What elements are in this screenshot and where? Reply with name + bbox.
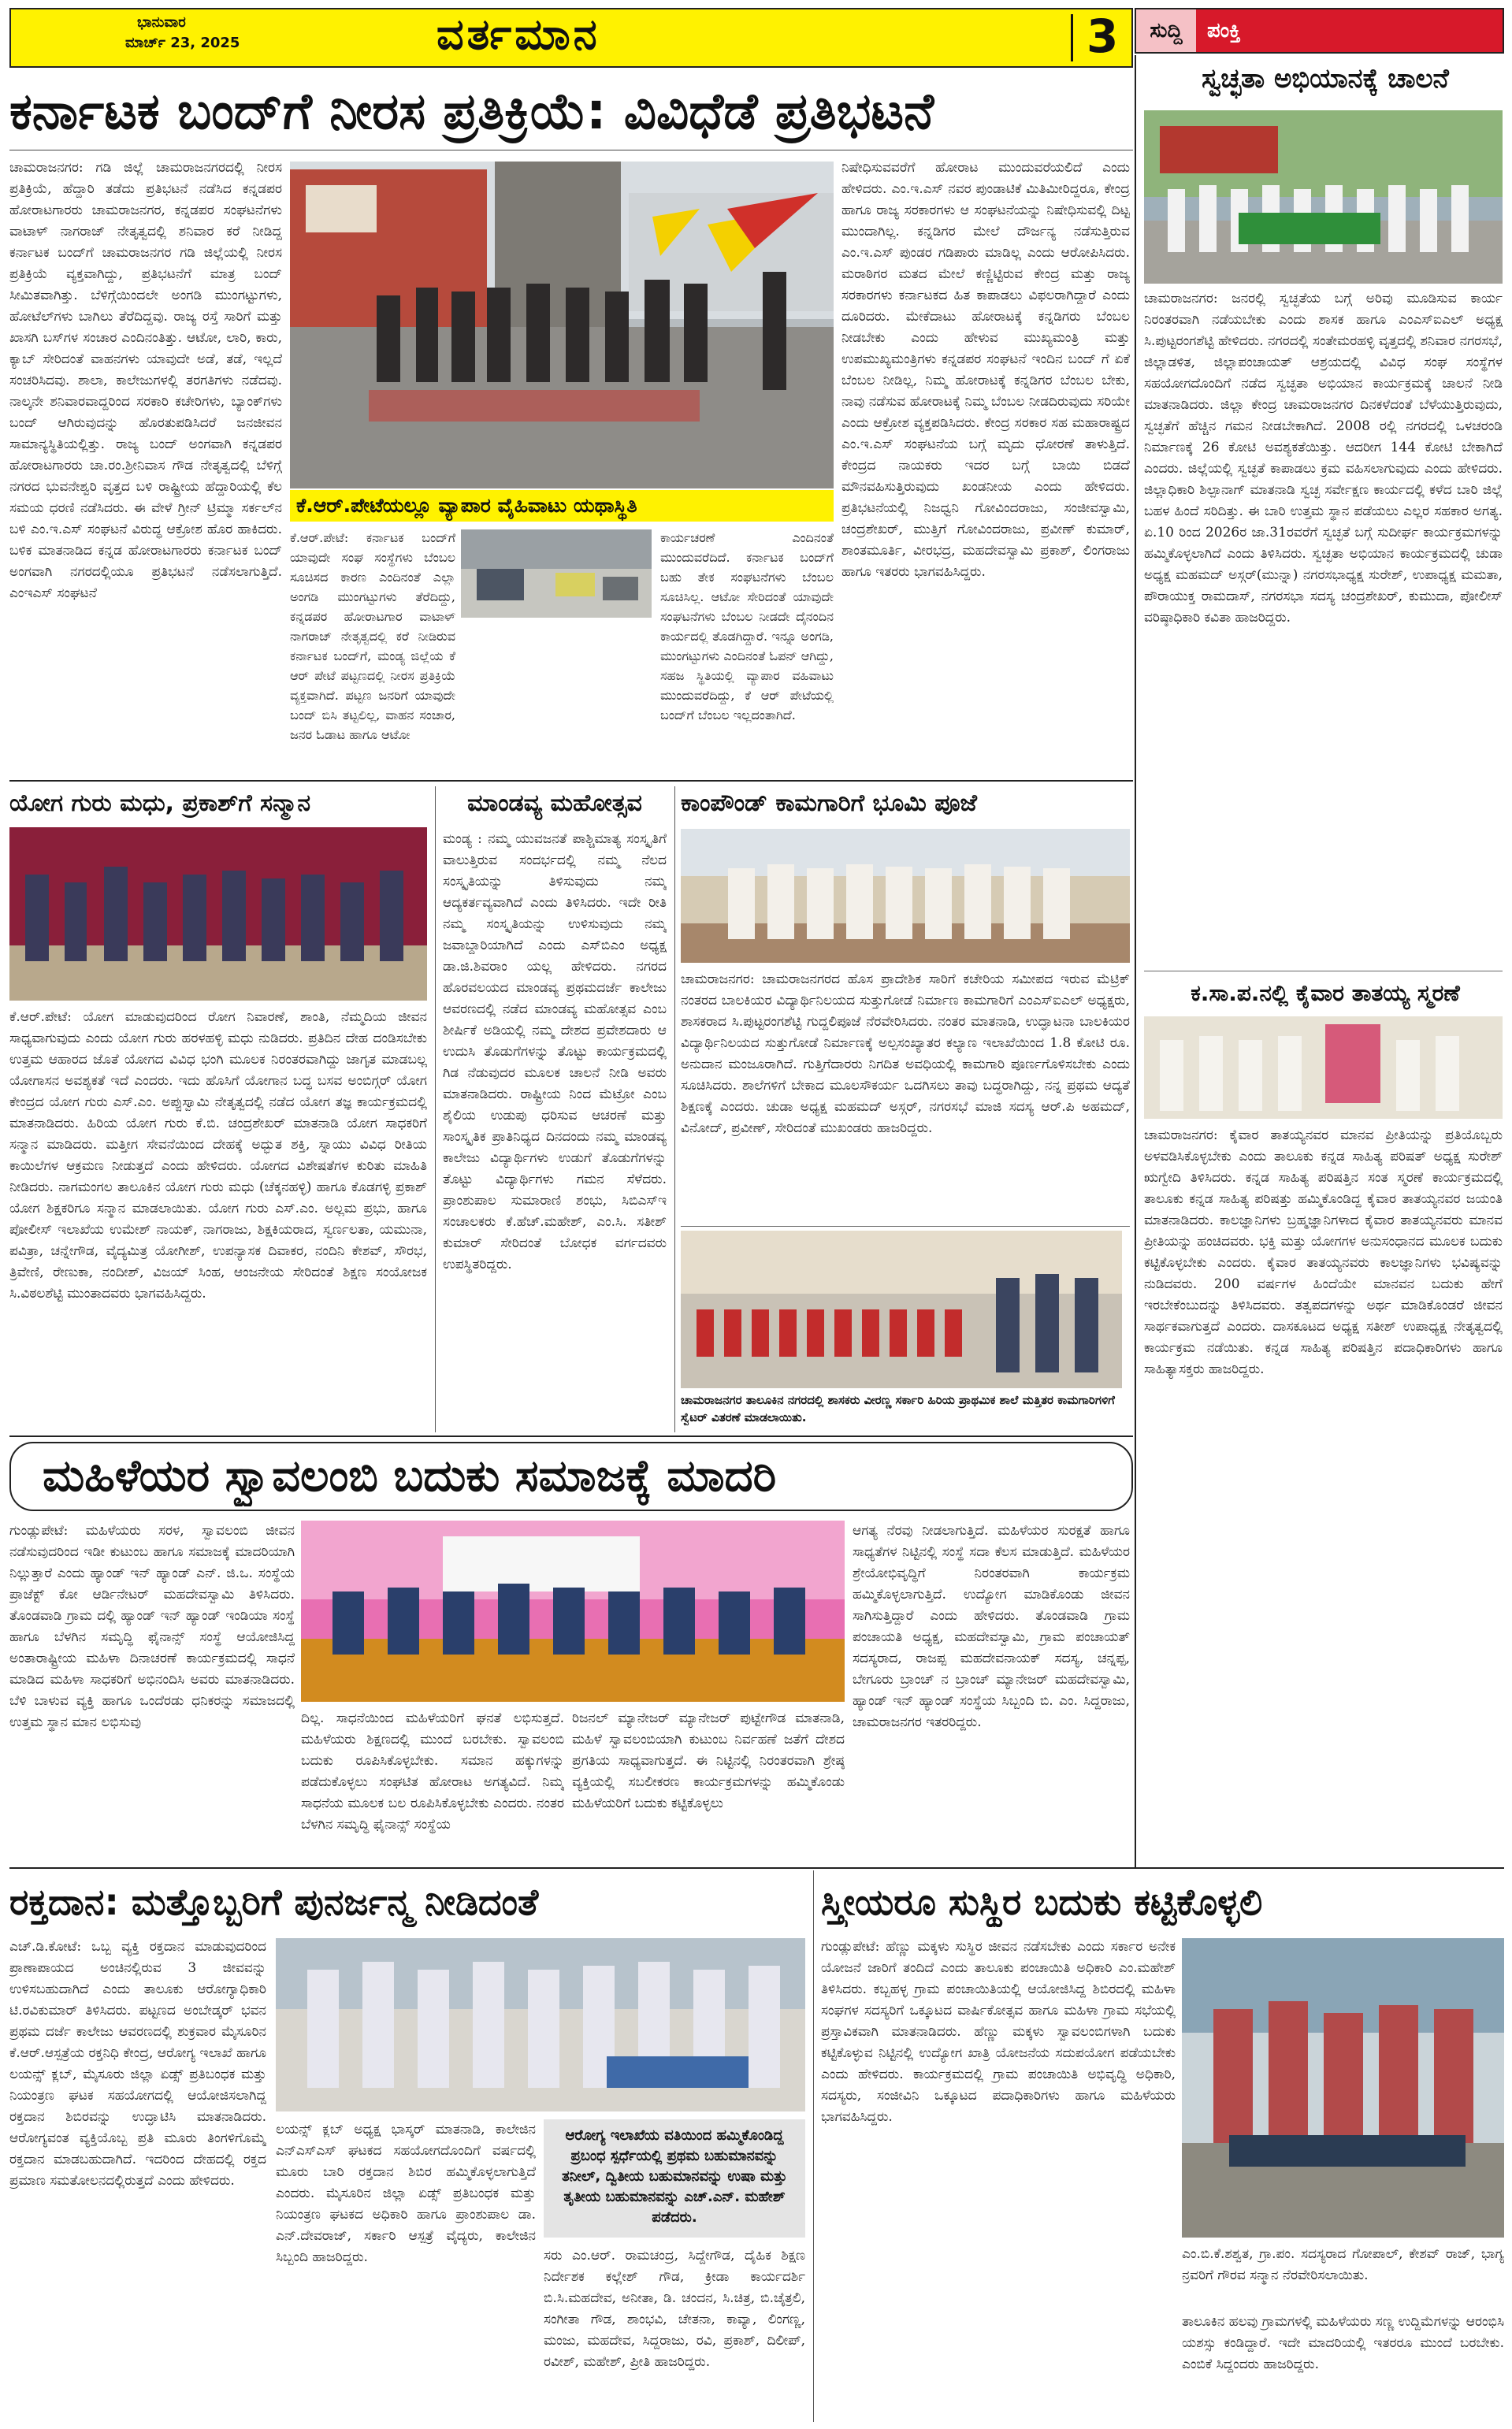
swachhata-headline: ಸ್ವಚ್ಛತಾ ಅಭಿಯಾನಕ್ಕೆ ಚಾಲನೆ [1202, 63, 1449, 95]
blood-photo [276, 1938, 805, 2111]
mandavya-body: ಮಂಡ್ಯ : ನಮ್ಮ ಯುವಜನತೆ ಪಾಶ್ಚಿಮಾತ್ಯ ಸಂಸ್ಕೃತಿಗೆ ವಾಲುತ್ತಿರುವ ಸಂದರ್ಭದಲ್ಲಿ ನಮ್ಮ ನೆಲದ ಸಂಸ್ಕೃತಿಯನ್ನು ತಿಳಿಸುವುದು ನಮ್ಮ ಆದ್ಯಕರ್ತವ್ಯವಾಗಿದೆ ಎಂದು ತಿಳಿಸಿದರು. ಇದೇ ರೀತಿ ನಮ್ಮ ಸಂಸ್ಕೃತಿಯನ್ನು ಉಳಿಸುವುದು ನಮ್ಮ ಜವಾಬ್ದಾರಿಯಾಗಿದೆ ಎಂದು ಎಸ್‌ಬಿಎಂ ಅಧ್ಯಕ್ಷ ಡಾ.ಜಿ.ಶಿವರಾಂ ಯಲ್ಲ ಹೇಳಿದರು. ನಗರದ ಹೊರವಲಯದ ಮಾಂಡವ್ಯ ಪ್ರಥಮದರ್ಜೆ ಕಾಲೇಜು ಆವರಣದಲ್ಲಿ ನಡೆದ ಮಾಂಡವ್ಯ ಮಹೋತ್ಸವ ಎಂಬ ಶೀರ್ಷಿಕೆ ಅಡಿಯಲ್ಲಿ ನಮ್ಮ ದೇಶದ ಪ್ರವೇಶದಾರು ಆ ಉದುಸಿ ತೊಡುಗೆಗಳನ್ನು ತೊಟ್ಟು ಕಾರ್ಯಕ್ರಮದಲ್ಲಿ ಗಿಡ ನೆಡುವುದರ ಮೂಲಕ ಚಾಲನೆ ನೀಡಿ ಅವರು ಮಾತನಾಡಿದರು. ರಾಷ್ಟ್ರೀಯ ನಿಂದ ಮೆಟ್ರೋ ಎಂಬ ಶೈಲಿಯ ಉಡುಪು ಧರಿಸುವ ಆಚರಣೆ ಮತ್ತು ಸಾಂಸ್ಕೃತಿಕ ಪ್ರಾತಿನಿಧ್ಯದ ದಿನದಂದು ನಮ್ಮ ಮಾಂಡವ್ಯ ಕಾಲೇಜು ವಿದ್ಯಾರ್ಥಿಗಳು ಉಡುಗೆ ತೊಡುಗೆಗಳನ್ನು ತೊಟ್ಟು ವಿದ್ಯಾರ್ಥಿಗಳು ಗಮನ ಸೆಳೆದರು. ಪ್ರಾಂಶುಪಾಲ ಸುಮಾರಾಣಿ ಶಂಭು, ಸಿಬಿಎಸ್‌ಇ ಸಂಚಾಲಕರು ಕೆ.ಹೆಚ್.ಮಹೇಶ್, ಎಂ.ಸಿ. ಸತೀಶ್ ಕುಮಾರ್ ಸೇರಿದಂತೆ ಬೋಧಕ ವರ್ಗದವರು ಉಪಸ್ಥಿತರಿದ್ದರು. [443, 831, 667, 1272]
compound-divider [681, 1226, 1130, 1227]
yoga-divider [435, 786, 436, 1432]
lead-col3: ಕಾರ್ಯಚರಣೆ ಎಂದಿನಂತೆ ಮುಂದುವರೆದಿದೆ. ಕರ್ನಾಟಕ ಬಂದ್‌ಗೆ ಬಹು ತೇಕ ಸಂಘಟನೆಗಳು ಬೆಂಬಲ ಸೂಚಿಸಿಲ್ಲ. ಆಟೋ ಸೇರಿದಂತೆ ಯಾವುದೇ ಸಂಘಟನೆಗಳು ಬೆಂಬಲ ನೀಡದೇ ದೈನಂದಿನ ಕಾರ್ಯದಲ್ಲಿ ತೊಡಗಿದ್ದಾರೆ. ಇನ್ನೂ ಅಂಗಡಿ, ಮುಂಗಟ್ಟುಗಳು ಎಂದಿನಂತೆ ಓಪನ್ ಆಗಿದ್ದು, ಸಹಜ ಸ್ಥಿತಿಯಲ್ಲಿ ವ್ಯಾಪಾರ ವಹಿವಾಟು ಮುಂದುವರೆದಿದ್ದು, ಕೆ ಆರ್ ಪೇಟೆಯಲ್ಲಿ ಬಂದ್‌ಗೆ ಬೆಂಬಲ ಇಲ್ಲದಂತಾಗಿದೆ. [660, 530, 834, 722]
blood-col3: ಸರು ಎಂ.ಆರ್. ರಾಮಚಂದ್ರ, ಸಿದ್ದೇಗೌಡ, ದೈಹಿಕ ಶಿಕ್ಷಣ ನಿರ್ದೇಶಕ ಕಲ್ಲೇಶ್ ಗೌಡ, ಕ್ರೀಡಾ ಕಾರ್ಯದರ್ಶಿ ಬಿ.ಸಿ.ಮಹದೇವ, ಅನೀತಾ, ಡಿ. ಚಂದನ, ಸಿ.ಚಿತ್ರ, ಬಿ.ಚೈತ್ರಲಿ, ಸಂಗೀತಾ ಗೌಡ, ಶಾಂಭವಿ, ಚೇತನಾ, ಕಾವ್ಯಾ, ಲಿಂಗಣ್ಣ, ಮಂಜು, ಮಹದೇವ, ಸಿದ್ದರಾಜು, ರವಿ, ಪ್ರಕಾಶ್, ದಿಲೀಪ್, ರವೀಶ್, ಮಹೇಶ್, ಪ್ರೀತಿ ಹಾಜರಿದ್ದರು. [544, 2248, 805, 2370]
section-tag [1135, 8, 1504, 54]
sidebar-divider [1135, 55, 1136, 1867]
lead-photo-caption: ಕೆ.ಆರ್.ಪೇಟೆಯಲ್ಲೂ ವ್ಯಾಪಾರ ವೈಹಿವಾಟು ಯಥಾಸ್ಥಿತಿ [290, 490, 834, 522]
swachhata-photo [1144, 110, 1503, 284]
lead-headline: ಕರ್ನಾಟಕ ಬಂದ್‌ಗೆ ನೀರಸ ಪ್ರತಿಕ್ರಿಯೆ: ವಿವಿಧೆಡೆ ಪ್ರತಿಭಟನೆ [9, 83, 934, 141]
women-col1: ಗುಂಡ್ಲುಪೇಟೆ: ಮಹಿಳೆಯರು ಸರಳ, ಸ್ವಾವಲಂಬಿ ಜೀವನ ನಡೆಸುವುದರಿಂದ ಇಡೀ ಕುಟುಂಬ ಹಾಗೂ ಸಮಾಜಕ್ಕೆ ಮಾದರಿಯಾಗಿ ನಿಲ್ಲುತ್ತಾರೆ ಎಂದು ಹ್ಯಾಂಡ್ ಇನ್ ಹ್ಯಾಂಡ್ ಎನ್. ಜಿ.ಒ. ಸಂಸ್ಥೆಯ ಪ್ರಾಜೆಕ್ಟ್ ಕೋ ಆರ್ಡಿನೇಟರ್ ಮಹದೇವಸ್ವಾಮಿ ತಿಳಿಸಿದರು. ತೊಂಡವಾಡಿ ಗ್ರಾಮ ದಲ್ಲಿ ಹ್ಯಾಂಡ್ ಇನ್ ಹ್ಯಾಂಡ್ ಇಂಡಿಯಾ ಸಂಸ್ಥೆ ಹಾಗೂ ಬೆಳಗಿನ ಸಮೃದ್ಧಿ ಫೈನಾನ್ಸ್ ಸಂಸ್ಥೆ ಆಯೋಜಿಸಿದ್ದ ಅಂತಾರಾಷ್ಟ್ರೀಯ ಮಹಿಳಾ ದಿನಾಚರಣೆ ಕಾರ್ಯಕ್ರಮದಲ್ಲಿ ಸಾಧನೆ ಮಾಡಿದ ಮಹಿಳಾ ಸಾಧಕರಿಗೆ ಅಭಿನಂದಿಸಿ ಅವರು ಮಾತನಾಡಿದರು. ಬೆಳಿ ಬಾಳುವ ವ್ಯಕ್ತಿ ಹಾಗೂ ಒಂದೆರಡು ಧನಿಕರನ್ನು ಸಮಾಜದಲ್ಲಿ ಉತ್ತಮ ಸ್ಥಾನ ಮಾನ ಲಭಿಸುವು [9, 1523, 295, 1730]
yoga-body: ಕೆ.ಆರ್.ಪೇಟೆ: ಯೋಗ ಮಾಡುವುದರಿಂದ ರೋಗ ನಿವಾರಣೆ, ಶಾಂತಿ, ನೆಮ್ಮದಿಯ ಜೀವನ ಸಾಧ್ಯವಾಗುವುದು ಎಂದು ಯೋಗ ಗುರು ಹರಳಹಳ್ಳಿ ಮಧು ನುಡಿದರು. ಪ್ರತಿದಿನ ದೇಹ ದಂಡಿಸಬೇಕು ಉತ್ತಮ ಆಹಾರದ ಜೊತೆ ಯೋಗದ ವಿವಿಧ ಭಂಗಿ ಮೂಲಕ ನಿರಂತರವಾಗಿದ್ದು ಜಾಗೃತ ಮಾಡಬಲ್ಲ ಯೋಗಾಸನ ಅವಶ್ಯಕತೆ ಇದೆ ಎಂದರು. ಇದು ಹೊಸಿಗೆ ಯೋಗಾನ ಬದ್ಧ ಬಸವ ಅಂಬಿಗ್ಗರ್ ಯೋಗ ಕೇಂದ್ರದ ಯೋಗ ಗುರು ಎಸ್.ಎಂ. ಅಪ್ಪುಸ್ವಾಮಿ ನೇತೃತ್ವದಲ್ಲಿ ನಡೆದ ಯೋಗ ತಜ್ಞ ಕಾರ್ಯಕ್ರಮದಲ್ಲಿ ಮಾತನಾಡಿದರು. ಹಿರಿಯ ಯೋಗ ಗುರು ಕೆ.ಬಿ. ಚಂದ್ರಶೇಖರ್ ಮಾತನಾಡಿ ಯೋಗ ಸಾಧಕರಿಗೆ ಸನ್ಮಾನ ಮಾಡಿದರು. ಮತ್ತೀಗ ಸೇವನೆಯಿಂದ ದೇಹಕ್ಕೆ ಅದ್ಭುತ ಶಕ್ತಿ, ಸ್ನಾಯು ವಿವಿಧ ರೀತಿಯ ಕಾಯಿಲೆಗಳ ಆಕ್ರಮಣ ನೀಡುತ್ತದೆ ಎಂದು ಹೇಳಿದರು. ಯೋಗದ ವಿಶೇಷತೆಗಳ ಕುರಿತು ಮಾಹಿತಿ ನೀಡಿದರು. ನಾಗಮಂಗಲ ತಾಲೂಕಿನ ಯೋಗ ಗುರು ಮಧು (ಚೆಕ್ಕನಹಳ್ಳಿ) ಹಾಗೂ ಕೊಡಗಳ್ಳಿ ಪ್ರಕಾಶ್ ಯೋಗ ಶಿಕ್ಷಕರಿಗೂ ಸನ್ಮಾನ ಮಾಡಲಾಯಿತು. ಯೋಗ ಗುರು ಎಸ್.ಎಂ. ಅಲ್ಲಮ ಪ್ರಭು, ಹಾಗೂ ಪೋಲೀಸ್ ಇಲಾಖೆಯ ಉಮೇಶ್ ನಾಯಕ್, ನಾಗರಾಜು, ಶಿಕ್ಷಕಿಯರಾದ, ಸ್ವರ್ಣಲತಾ, ಯಮುನಾ, ಪವಿತ್ರಾ, ಚನ್ನೇಗೌಡ, ವೈದ್ಯಮಿತ್ರ ಯೋಗೀಶ್, ಉಪನ್ಯಾಸಕ ದಿವಾಕರ, ನಂದಿನಿ ಕೇಶವ್, ಸೌರಭ, ತ್ರಿವೇಣಿ, ರೇಣುಕಾ, ನಂದೀಶ್, ವಿಜಯ್ ಸಿಂಹ, ಆಂಜನೇಯ ಸೇರಿದಂತೆ ಶಿಕ್ಷಣ ಸಂಯೋಜಕ ಸಿ.ವಿಠಲಶೆಟ್ಟಿ ಮುಂತಾದವರು ಭಾಗವಹಿಸಿದ್ದರು. [9, 1009, 427, 1302]
blood-headline: ರಕ್ತದಾನ: ಮತ್ತೊಬ್ಬರಿಗೆ ಪುನರ್ಜನ್ಮ ನೀಡಿದಂತೆ [9, 1881, 539, 1923]
compound-photo [681, 829, 1130, 963]
compound-photo-school [681, 1231, 1122, 1388]
masthead [9, 8, 1133, 68]
yoga-photo [9, 827, 427, 1001]
women-col2: ದಿಲ್ಲ. ಸಾಧನೆಯಿಂದ ಮಹಿಳೆಯರಿಗೆ ಘನತೆ ಲಭಿಸುತ್ತದೆ. ಮಹಿಳೆಯರು ಶಿಕ್ಷಣದಲ್ಲಿ ಮುಂದೆ ಬರಬೇಕು. ಸ್ವಾವಲಂಬಿ ಬದುಕು ರೂಪಿಸಿಕೊಳ್ಳಬೇಕು. ಸಮಾನ ಹಕ್ಕುಗಳನ್ನು ಪಡೆದುಕೊಳ್ಳಲು ಸಂಘಟಿತ ಹೋರಾಟ ಅಗತ್ಯವಿದೆ. ನಿಮ್ಮ ಸಾಧನೆಯ ಮೂಲಕ ಬಲ ರೂಪಿಸಿಕೊಳ್ಳಬೇಕು ಎಂದರು. ನಂತರ ಬೆಳಗಿನ ಸಮೃದ್ಧಿ ಫೈನಾನ್ಸ್ ಸಂಸ್ಥೆಯ [301, 1710, 564, 1833]
stree-col1: ಗುಂಡ್ಲುಪೇಟೆ: ಹೆಣ್ಣು ಮಕ್ಕಳು ಸುಸ್ಥಿರ ಜೀವನ ನಡೆಸಬೇಕು ಎಂದು ಸರ್ಕಾರ ಅನೇಕ ಯೋಜನೆ ಜಾರಿಗೆ ತಂದಿದೆ ಎಂದು ತಾಲೂಕು ಪಂಚಾಯಿತಿ ಅಧಿಕಾರಿ ಎಂ.ಮಹೇಶ್ ತಿಳಿಸಿದರು. ಕಬ್ಬಹಳ್ಳ ಗ್ರಾಮ ಪಂಚಾಯಿತಿಯಲ್ಲಿ ಆಯೋಜಿಸಿದ್ದ ಶಿಬಿರದಲ್ಲಿ ಮಹಿಳಾ ಸಂಘಗಳ ಸದಸ್ಯರಿಗೆ ಒಕ್ಕೂಟದ ವಾರ್ಷಿಕೋತ್ಸವ ಹಾಗೂ ಮಹಿಳಾ ಗ್ರಾಮ ಸಭೆಯಲ್ಲಿ ಪ್ರಸ್ತಾವಿಕವಾಗಿ ಮಾತನಾಡಿದರು. ಹೆಣ್ಣು ಮಕ್ಕಳು ಸ್ವಾವಲಂಬಿಗಳಾಗಿ ಬದುಕು ಕಟ್ಟಿಕೊಳ್ಳುವ ನಿಟ್ಟಿನಲ್ಲಿ ಉದ್ಯೋಗ ಖಾತ್ರಿ ಯೋಜನೆಯ ಸದುಪಯೋಗ ಪಡೆಯಬೇಕು ಎಂದು ಹೇಳಿದರು. ಕಾರ್ಯಕ್ರಮದಲ್ಲಿ ಗ್ರಾಮ ಪಂಚಾಯಿತಿ ಅಭಿವೃದ್ಧಿ ಅಧಿಕಾರಿ, ಸದಸ್ಯರು, ಸಂಜೀವಿನಿ ಒಕ್ಕೂಟದ ಪದಾಧಿಕಾರಿಗಳು ಹಾಗೂ ಮಹಿಳೆಯರು ಭಾಗವಹಿಸಿದ್ದರು. [821, 1939, 1176, 2125]
swachhata-body: ಚಾಮರಾಜನಗರ: ಜನರಲ್ಲಿ ಸ್ವಚ್ಛತೆಯ ಬಗ್ಗೆ ಅರಿವು ಮೂಡಿಸುವ ಕಾರ್ಯ ನಿರಂತರವಾಗಿ ನಡೆಯಬೇಕು ಎಂದು ಶಾಸಕ ಹಾಗೂ ಎಂಎಸ್‌ಐಎಲ್ ಅಧ್ಯಕ್ಷ ಸಿ.ಪುಟ್ಟರಂಗಶೆಟ್ಟಿ ಹೇಳಿದರು. ನಗರದಲ್ಲಿ ಸಂತೇಮರಹಳ್ಳಿ ವೃತ್ತದಲ್ಲಿ ಶನಿವಾರ ನಗರಸಭೆ, ಜಿಲ್ಲಾಡಳಿತ, ಜಿಲ್ಲಾಪಂಚಾಯತ್ ಆಶ್ರಯದಲ್ಲಿ ವಿವಿಧ ಸಂಘ ಸಂಸ್ಥೆಗಳ ಸಹಯೋಗದೊಂದಿಗೆ ನಡೆದ ಸ್ವಚ್ಛತಾ ಅಭಿಯಾನ ಕಾರ್ಯಕ್ರಮಕ್ಕೆ ಚಾಲನೆ ನೀಡಿ ಮಾತನಾಡಿದರು. ಜಿಲ್ಲಾ ಕೇಂದ್ರ ಚಾಮರಾಜನಗರ ದಿನಕಳೆದಂತೆ ಬೆಳೆಯುತ್ತಿರುವುದು, ಸ್ವಚ್ಛತೆಗೆ ಹೆಚ್ಚಿನ ಗಮನ ನೀಡಬೇಕಾಗಿದೆ. 2008 ರಲ್ಲಿ ನಗರದಲ್ಲಿ ಒಳಚರಂಡಿ ನಿರ್ಮಾಣಕ್ಕೆ 26 ಕೋಟಿ ಅವಶ್ಯಕತೆಯಿತ್ತು. ಆದರೀಗ 144 ಕೋಟಿ ಬೇಕಾಗಿದೆ ಎಂದರು. ಜಿಲ್ಲೆಯಲ್ಲಿ ಸ್ವಚ್ಛತೆ ಕಾಪಾಡಲು ಕ್ರಮ ವಹಿಸಲಾಗುವುದು ಎಂದು ಹೇಳಿದರು. ಜಿಲ್ಲಾಧಿಕಾರಿ ಶಿಲ್ಪಾನಾಗ್ ಮಾತನಾಡಿ ಸ್ವಚ್ಛ ಸರ್ವೇಕ್ಷಣ ಕಾರ್ಯದಲ್ಲಿ ಕಳೆದ ಬಾರಿ ಜಿಲ್ಲೆ ಬಹಳ ಹಿಂದೆ ಸರಿದಿತ್ತು. ಈ ಬಾರಿ ಉತ್ತಮ ಸ್ಥಾನ ಪಡೆಯಲು ಎಲ್ಲರ ಸಹಕಾರ ಅಗತ್ಯ. ಏ.10 ರಿಂದ 2026ರ ಜಾ.31ರವರೆಗೆ ಸ್ವಚ್ಛತೆ ಬಗ್ಗೆ ಸುದೀರ್ಘ ಕಾರ್ಯಕ್ರಮಗಳನ್ನು ಹಮ್ಮಿಕೊಳ್ಳಲಾಗಿದೆ ಎಂದು ತಿಳಿಸಿದರು. ಸ್ವಚ್ಛತಾ ಅಭಿಯಾನ ಕಾರ್ಯಕ್ರಮದಲ್ಲಿ ಚುಡಾ ಅಧ್ಯಕ್ಷ ಮಹಮದ್ ಅಸ್ಗರ್(ಮುನ್ನಾ) ನಗರಸಭಾಧ್ಯಕ್ಷ ಸುರೇಶ್, ಉಪಾಧ್ಯಕ್ಷ ಮಮತಾ, ಪೌರಾಯುಕ್ತ ರಾಮದಾಸ್, ನಗರಸಭಾ ಸದಸ್ಯ ಚಂದ್ರಶೇಖರ್, ಕುಮುದಾ, ಪೋಲೀಸ್ ವರಿಷ್ಠಾಧಿಕಾರಿ ಕವಿತಾ ಹಾಜರಿದ್ದರು. [1144, 291, 1503, 626]
women-top-rule [9, 1435, 1133, 1437]
blood-box: ಆರೋಗ್ಯ ಇಲಾಖೆಯ ವತಿಯಿಂದ ಹಮ್ಮಿಕೊಂಡಿದ್ದ ಪ್ರಬಂಧ ಸ್ಪರ್ಧೆಯಲ್ಲಿ ಪ್ರಥಮ ಬಹುಮಾನವನ್ನು ತನೀಲ್, ದ್ವಿತೀಯ ಬಹುಮಾನವನ್ನು ಉಷಾ ಮತ್ತು ತೃತೀಯ ಬಹುಮಾನವನ್ನು ಎಚ್.ಎನ್. ಮಹೇಶ್ ಪಡೆದರು. [544, 2119, 805, 2238]
lead-photo-protest [290, 162, 834, 488]
masthead-day: ಭಾನುವಾರ [137, 14, 186, 31]
mandavya-headline: ಮಾಂಡವ್ಯ ಮಹೋತ್ಸವ [467, 789, 642, 817]
compound-headline: ಕಾಂಪೌಂಡ್ ಕಾಮಗಾರಿಗೆ ಭೂಮಿ ಪೂಜೆ [681, 789, 977, 817]
stree-photo [1182, 1938, 1504, 2238]
mandavya-divider [674, 786, 675, 1432]
women-photo [301, 1521, 845, 1702]
stree-caption: ಎಂ.ಬಿ.ಕೆ.ಶಶ್ವತ, ಗ್ರಾ.ಪಂ. ಸದಸ್ಯರಾದ ಗೋಪಾಲ್, ಕೇಶವ್ ರಾಜ್, ಭಾಗ್ಯ ನ್ರವರಿಗೆ ಗೌರವ ಸನ್ಮಾನ ನೆರವೇರಿಸಲಾಯಿತು. [1182, 2246, 1504, 2283]
page-number: 3 [1087, 9, 1119, 63]
kasapa-photo [1144, 1016, 1503, 1119]
stree-headline: ಸ್ತ್ರೀಯರೂ ಸುಸ್ಥಿರ ಬದುಕು ಕಟ್ಟಿಕೊಳ್ಳಲಿ [821, 1881, 1263, 1923]
section-tag-label-1: ಸುದ್ದಿ [1136, 9, 1196, 52]
blood-col1: ಎಚ್.ಡಿ.ಕೋಟೆ: ಒಬ್ಬ ವ್ಯಕ್ತಿ ರಕ್ತದಾನ ಮಾಡುವುದರಿಂದ ಪ್ರಾಣಾಪಾಯದ ಅಂಚಿನಲ್ಲಿರುವ 3 ಜೀವವನ್ನು ಉಳಿಸಬಹುದಾಗಿದೆ ಎಂದು ತಾಲೂಕು ಆರೋಗ್ಯಾಧಿಕಾರಿ ಟಿ.ರವಿಕುಮಾರ್ ತಿಳಿಸಿದರು. ಪಟ್ಟಣದ ಅಂಬೇಡ್ಕರ್ ಭವನ ಪ್ರಥಮ ದರ್ಜೆ ಕಾಲೇಜು ಆವರಣದಲ್ಲಿ ಶುಕ್ರವಾರ ಮೈಸೂರಿನ ಕೆ.ಆರ್.ಆಸ್ಪತ್ರೆಯ ರಕ್ತನಿಧಿ ಕೇಂದ್ರ, ಆರೋಗ್ಯ ಇಲಾಖೆ ಹಾಗೂ ಲಯನ್ಸ್ ಕ್ಲಬ್, ಮೈಸೂರು ಜಿಲ್ಲಾ ಏಡ್ಸ್ ಪ್ರತಿಬಂಧಕ ಮತ್ತು ನಿಯಂತ್ರಣ ಘಟಕ ಸಹಯೋಗದಲ್ಲಿ ಆಯೋಜಿಸಲಾಗಿದ್ದ ರಕ್ತದಾನ ಶಿಬಿರವನ್ನು ಉದ್ಘಾಟಿಸಿ ಮಾತನಾಡಿದರು. ಆರೋಗ್ಯವಂತ ವ್ಯಕ್ತಿಯೊಬ್ಬ ಪ್ರತಿ ಮೂರು ತಿಂಗಳಿಗೊಮ್ಮೆ ರಕ್ತದಾನ ಮಾಡಬಹುದಾಗಿದೆ. ಇದರಿಂದ ದೇಹದಲ್ಲಿ ರಕ್ತದ ಪ್ರಮಾಣ ಸಮತೋಲನದಲ್ಲಿರುತ್ತದೆ ಎಂದು ಹೇಳಿದರು. [9, 1939, 266, 2189]
lead-col4: ನಿಷೇಧಿಸುವವರೆಗೆ ಹೋರಾಟ ಮುಂದುವರೆಯಲಿದೆ ಎಂದು ಹೇಳಿದರು. ಎಂ.ಇ.ಎಸ್ ನವರ ಪುಂಡಾಟಿಕೆ ಮಿತಿಮೀರಿದ್ದರೂ, ಕೇಂದ್ರ ಹಾಗೂ ರಾಜ್ಯ ಸರಕಾರಗಳು ಆ ಸಂಘಟನೆಯನ್ನು ನಿಷೇಧಿಸುವಲ್ಲಿ ದಿಟ್ಟ ಮುಂದಾಗಿಲ್ಲ. ಕನ್ನಡಿಗರ ಮೇಲೆ ದೌರ್ಜನ್ಯ ನಡೆಸುತ್ತಿರುವ ಎಂ.ಇ.ಎಸ್ ಪುಂಡರ ಗಡಿಪಾರು ಮಾಡಿಲ್ಲ ಎಂದು ಆರೋಪಿಸಿದರು. ಮರಾಠಿಗರ ಮತದ ಮೇಲೆ ಕಣ್ಣಿಟ್ಟಿರುವ ಕೇಂದ್ರ ಮತ್ತು ರಾಜ್ಯ ಸರಕಾರಗಳು ಕರ್ನಾಟಕದ ಹಿತ ಕಾಪಾಡಲು ವಿಫಲರಾಗಿದ್ದಾರೆ ಎಂದು ದೂರಿದರು. ಮೇಕೆದಾಟು ಹೋರಾಟಕ್ಕೆ ಕನ್ನಡಿಗರು ಬೆಂಬಲ ನೀಡಬೇಕು ಎಂದು ಹೇಳುವ ಮುಖ್ಯಮಂತ್ರಿ ಮತ್ತು ಉಪಮುಖ್ಯಮಂತ್ರಿಗಳು ಕನ್ನಡಪರ ಸಂಘಟನೆ ಇಂದಿನ ಬಂದ್ ಗೆ ಏಕೆ ಬೆಂಬಲ ನೀಡಿಲ್ಲ, ನಿಮ್ಮ ಹೋರಾಟಕ್ಕೆ ಕನ್ನಡಿಗರ ಬೆಂಬಲ ಬೇಕು, ನಾವು ನಡೆಸುವ ಹೋರಾಟಕ್ಕೆ ನಿಮ್ಮ ಬೆಂಬಲ ನೀಡದಿರುವುದು ಸರಿಯೇ ಎಂದು ಆಕ್ರೋಶ ವ್ಯಕ್ತಪಡಿಸಿದರು. ಕೇಂದ್ರ ಸರಕಾರ ಸಹ ಮಹಾರಾಷ್ಟ್ರದ ಎಂ.ಇ.ಎಸ್ ಸಂಘಟನೆಯ ಬಗ್ಗೆ ಮೃದು ಧೋರಣೆ ತಾಳುತ್ತಿದೆ. ಕೇಂದ್ರದ ನಾಯಕರು ಇದರ ಬಗ್ಗೆ ಬಾಯಿ ಬಿಡದೆ ಮೌನವಹಿಸುತ್ತಿರುವುದು ಖಂಡನೀಯ ಎಂದು ಹೇಳಿದರು. ಪ್ರತಿಭಟನೆಯಲ್ಲಿ ನಿಜಧ್ವನಿ ಗೋವಿಂದರಾಜು, ಸಂಜೀವಸ್ವಾಮಿ, ಚಂದ್ರಶೇಖರ್, ಮುತ್ತಿಗೆ ಗೋವಿಂದರಾಜು, ಪ್ರವೀಣ್ ಕುಮಾರ್, ಶಾಂತಮೂರ್ತಿ, ವೀರಭದ್ರ, ಮಹದೇವಸ್ವಾಮಿ ಪ್ರಕಾಶ್, ಲಿಂಗರಾಜು ಹಾಗೂ ಇತರರು ಭಾಗವಹಿಸಿದ್ದರು. [841, 160, 1130, 580]
section-tag-label-2: ಪಂಕ್ತಿ [1196, 9, 1503, 52]
bottom-divider [813, 1870, 814, 2422]
stree-col2: ತಾಲೂಕಿನ ಹಲವು ಗ್ರಾಮಗಳಲ್ಲಿ ಮಹಿಳೆಯರು ಸಣ್ಣ ಉದ್ದಿಮೆಗಳನ್ನು ಆರಂಭಿಸಿ ಯಶಸ್ಸು ಕಂಡಿದ್ದಾರೆ. ಇದೇ ಮಾದರಿಯಲ್ಲಿ ಇತರರೂ ಮುಂದೆ ಬರಬೇಕು. ಎಂಬಿಕೆ ಸಿದ್ದಂದರು ಹಾಜರಿದ್ದರು. [1182, 2314, 1504, 2372]
women-col3: ರಿಜನಲ್ ಮ್ಯಾನೇಜರ್ ಮ್ಯಾನೇಜರ್ ಪುಟ್ಟೇಗೌಡ ಮಾತನಾಡಿ, ಮಹಿಳೆ ಸ್ವಾವಲಂಬಿಯಾಗಿ ಕುಟುಂಬ ನಿರ್ವಹಣೆ ಜತೆಗೆ ದೇಶದ ಪ್ರಗತಿಯ ಸಾಧ್ಯವಾಗುತ್ತದೆ. ಈ ನಿಟ್ಟಿನಲ್ಲಿ ನಿರಂತರವಾಗಿ ಶ್ರೇಷ್ಠ ವ್ಯಕ್ತಿಯಲ್ಲಿ ಸಬಲೀಕರಣ ಕಾರ್ಯಕ್ರಮಗಳನ್ನು ಹಮ್ಮಿಕೊಂಡು ಮಹಿಳೆಯರಿಗೆ ಬದುಕು ಕಟ್ಟಿಕೊಳ್ಳಲು [572, 1710, 845, 1811]
newspaper-title: ವರ್ತಮಾನ [437, 9, 600, 59]
kasapa-headline: ಕ.ಸಾ.ಪ.ನಲ್ಲಿ ಕೈವಾರ ತಾತಯ್ಯ ಸ್ಮರಣೆ [1191, 980, 1460, 1006]
masthead-date: ಮಾರ್ಚ್ 23, 2025 [125, 35, 240, 51]
women-headline-box [9, 1442, 1133, 1511]
bottom-top-rule [9, 1867, 1504, 1869]
page-number-divider [1071, 14, 1073, 61]
lead-photo-street [461, 529, 652, 618]
yoga-headline: ಯೋಗ ಗುರು ಮಧು, ಪ್ರಕಾಶ್‌ಗೆ ಸನ್ಮಾನ [9, 789, 311, 817]
compound-photo-caption: ಚಾಮರಾಜನಗರ ತಾಲೂಕಿನ ನಗರದಲ್ಲಿ ಶಾಸಕರು ವೀರಣ್ಣ ಸರ್ಕಾರಿ ಹಿರಿಯ ಪ್ರಾಥಮಿಕ ಶಾಲೆ ಮತ್ತಿತರ ಕಾಮಗಾರಿಗಳಿಗೆ ಸ್ವೆಟರ್ ವಿತರಣೆ ಮಾಡಲಾಯಿತು. [681, 1393, 1115, 1424]
lead-col1: ಚಾಮರಾಜನಗರ: ಗಡಿ ಜಿಲ್ಲೆ ಚಾಮರಾಜನಗರದಲ್ಲಿ ನೀರಸ ಪ್ರತಿಕ್ರಿಯೆ, ಹೆದ್ದಾರಿ ತಡೆದು ಪ್ರತಿಭಟನೆ ನಡೆಸಿದ ಕನ್ನಡಪರ ಹೋರಾಟಗಾರರು ಚಾಮರಾಜನಗರ, ಕನ್ನಡಪರ ಸಂಘಟನೆಗಳು ವಾಟಾಳ್ ನಾಗರಾಜ್ ನೇತೃತ್ವದಲ್ಲಿ ಶನಿವಾರ ಕರೆ ನೀಡಿದ್ದ ಕರ್ನಾಟಕ ಬಂದ್‌ಗೆ ಚಾಮರಾಜನಗರ ಗಡಿ ಜಿಲ್ಲೆಯಲ್ಲಿ ನೀರಸ ಪ್ರತಿಕ್ರಿಯೆ ವ್ಯಕ್ತವಾಗಿದ್ದು, ಪ್ರತಿಭಟನೆಗೆ ಮಾತ್ರ ಬಂದ್ ಸೀಮಿತವಾಗಿತ್ತು. ಬೆಳಿಗ್ಗೆಯಿಂದಲೇ ಅಂಗಡಿ ಮುಂಗಟ್ಟುಗಳು, ಹೋಟೆಲ್‌ಗಳು ಬಾಗಿಲು ತೆರೆದಿದ್ದವು. ರಾಜ್ಯ ರಸ್ತೆ ಸಾರಿಗೆ ಮತ್ತು ಖಾಸಗಿ ಬಸ್‌ಗಳ ಸಂಚಾರ ಎಂದಿನಂತಿತ್ತು. ಆಟೋ, ಲಾರಿ, ಕಾರು, ಕ್ಯಾಬ್ ಸೇರಿದಂತೆ ವಾಹನಗಳು ಯಾವುದೇ ಅಡೆ, ತಡೆ, ಇಲ್ಲದೆ ಸಂಚರಿಸಿದವು. ಶಾಲಾ, ಕಾಲೇಜುಗಳಲ್ಲಿ ತರಗತಿಗಳು ನಡೆದವು. ನಾಲ್ಕನೇ ಶನಿವಾರವಾದ್ದರಿಂದ ಸರಕಾರಿ ಕಚೇರಿಗಳು, ಬ್ಯಾಂಕ್‌ಗಳು ಬಂದ್ ಆಗಿರುವುದನ್ನು ಹೊರತುಪಡಿಸಿದರೆ ಜನಜೀವನ ಸಾಮಾನ್ಯಸ್ಥಿತಿಯಲ್ಲಿತ್ತು. ರಾಜ್ಯ ಬಂದ್ ಅಂಗವಾಗಿ ಕನ್ನಡಪರ ಹೋರಾಟಗಾರರು ಚಾ.ರಂ.ಶ್ರೀನಿವಾಸ ಗೌಡ ನೇತೃತ್ವದಲ್ಲಿ ಬೆಳಿಗ್ಗೆ ನಗರದ ಭುವನೇಶ್ವರಿ ವೃತ್ತದ ಬಳಿ ರಾಷ್ಟ್ರೀಯ ಹೆದ್ದಾರಿಯಲ್ಲಿ ಕೆಲ ಸಮಯ ಧರಣಿ ನಡೆಸಿದರು. ಈ ವೇಳೆ ಗ್ರೀನ್ ಟ್ರಿಮ್ಮಾ ಸರ್ಕಲ್‌ನ ಬಳಿ ಎಂ.ಇ.ಎಸ್ ಸಂಘಟನೆ ವಿರುದ್ಧ ಆಕ್ರೋಶ ಹೊರ ಹಾಕಿದರು. ಬಳಿಕ ಮಾತನಾಡಿದ ಕನ್ನಡ ಹೋರಾಟಗಾರರು ಕರ್ನಾಟಕ ಬಂದ್ ಅಂಗವಾಗಿ ನಗರದಲ್ಲಿಯೂ ಪ್ರತಿಭಟನೆ ನಡೆಸಲಾಗುತ್ತಿದೆ. ಎಂಇಎಸ್ ಸಂಘಟನೆ [9, 160, 282, 601]
women-col4: ಆಗತ್ಯ ನೆರವು ನೀಡಲಾಗುತ್ತಿದೆ. ಮಹಿಳೆಯರ ಸುರಕ್ಷತೆ ಹಾಗೂ ಸಾಧ್ಯತೆಗಳ ನಿಟ್ಟಿನಲ್ಲಿ ಸಂಸ್ಥೆ ಸದಾ ಕೆಲಸ ಮಾಡುತ್ತಿದೆ. ಮಹಿಳೆಯರ ಶ್ರೇಯೋಭಿವೃದ್ಧಿಗೆ ನಿರಂತರವಾಗಿ ಕಾರ್ಯಕ್ರಮ ಹಮ್ಮಿಕೊಳ್ಳಲಾಗುತ್ತಿದೆ. ಉದ್ಯೋಗ ಮಾಡಿಕೊಂಡು ಜೀವನ ಸಾಗಿಸುತ್ತಿದ್ದಾರೆ ಎಂದು ಹೇಳಿದರು. ತೊಂಡವಾಡಿ ಗ್ರಾಮ ಪಂಚಾಯತಿ ಅಧ್ಯಕ್ಷ, ಮಹದೇವಸ್ವಾಮಿ, ಗ್ರಾಮ ಪಂಚಾಯತ್ ಸದಸ್ಯರಾದ, ರಾಜಪ್ಪ ಮಹದೇವನಾಯಕ್ ಸದಸ್ಯ, ಚನ್ನಪ್ಪ, ಬೇಗೂರು ಬ್ರಾಂಚ್ ನ ಬ್ರಾಂಚ್ ಮ್ಯಾನೇಜರ್ ಮಹದೇವಸ್ವಾಮಿ, ಹ್ಯಾಂಡ್ ಇನ್ ಹ್ಯಾಂಡ್ ಸಂಸ್ಥೆಯ ಸಿಬ್ಬಂದಿ ಬಿ. ಎಂ. ಸಿದ್ದರಾಜು, ಚಾಮರಾಜನಗರ ಇತರರಿದ್ದರು. [853, 1523, 1130, 1730]
women-headline: ಮಹಿಳೆಯರ ಸ್ವಾವಲಂಬಿ ಬದುಕು ಸಮಾಜಕ್ಕೆ ಮಾದರಿ [43, 1450, 777, 1502]
blood-col2: ಲಯನ್ಸ್ ಕ್ಲಬ್ ಅಧ್ಯಕ್ಷ ಭಾಸ್ಕರ್ ಮಾತನಾಡಿ, ಕಾಲೇಜಿನ ಎನ್‌ಎಸ್‌ಎಸ್ ಘಟಕದ ಸಹಯೋಗದೊಂದಿಗೆ ವರ್ಷದಲ್ಲಿ ಮೂರು ಬಾರಿ ರಕ್ತದಾನ ಶಿಬಿರ ಹಮ್ಮಿಕೊಳ್ಳಲಾಗುತ್ತಿದೆ ಎಂದರು. ಮೈಸೂರಿನ ಜಿಲ್ಲಾ ಏಡ್ಸ್ ಪ್ರತಿಬಂಧಕ ಮತ್ತು ನಿಯಂತ್ರಣ ಘಟಕದ ಅಧಿಕಾರಿ ಹಾಗೂ ಪ್ರಾಂಶುಪಾಲ ಡಾ. ಎನ್.ದೇವರಾಜ್, ಸರ್ಕಾರಿ ಆಸ್ಪತ್ರೆ ವೈದ್ಯರು, ಕಾಲೇಜಿನ ಸಿಬ್ಬಂದಿ ಹಾಜರಿದ್ದರು. [276, 2122, 536, 2265]
lead-bottom-rule [9, 780, 1133, 782]
kasapa-body: ಚಾಮರಾಜನಗರ: ಕೈವಾರ ತಾತಯ್ಯನವರ ಮಾನವ ಪ್ರೀತಿಯನ್ನು ಪ್ರತಿಯೊಬ್ಬರು ಅಳವಡಿಸಿಕೊಳ್ಳಬೇಕು ಎಂದು ತಾಲೂಕು ಕನ್ನಡ ಸಾಹಿತ್ಯ ಪರಿಷತ್ ಅಧ್ಯಕ್ಷ ಸುರೇಶ್ ಋಗ್ವೇದಿ ತಿಳಿಸಿದರು. ಕನ್ನಡ ಸಾಹಿತ್ಯ ಪರಿಷತ್ತಿನ ಸಂತ ಸ್ಮರಣೆ ಕಾರ್ಯಕ್ರಮದಲ್ಲಿ ತಾಲೂಕು ಕನ್ನಡ ಸಾಹಿತ್ಯ ಪರಿಷತ್ತು ಹಮ್ಮಿಕೊಂಡಿದ್ದ ಕೈವಾರ ತಾತಯ್ಯನವರ ಜಯಂತಿ ಮಾತನಾಡಿದರು. ಕಾಲಜ್ಞಾನಿಗಳು ಬ್ರಹ್ಮಜ್ಞಾನಿಗಳಾದ ಕೈವಾರ ತಾತಯ್ಯನವರು ಮಾನವ ಪ್ರೀತಿಯನ್ನು ಹಂಚಿದವರು. ಭಕ್ತಿ ಮತ್ತು ಯೋಗಗಳ ಅನುಸಂಧಾನದ ಮೂಲಕ ಬದುಕು ಕಟ್ಟಿಕೊಳ್ಳಬೇಕು ಎಂದರು. ಕೈವಾರ ತಾತಯ್ಯನವರು ಕಾಲಜ್ಞಾನಿಗಳು ಭವಿಷ್ಯವನ್ನು ನುಡಿದವರು. 200 ವರ್ಷಗಳ ಹಿಂದೆಯೇ ಮಾನವನ ಬದುಕು ಹೇಗೆ ಇರಬೇಕೆಂಬುದನ್ನು ತಿಳಿಸಿದವರು. ತತ್ವಪದಗಳನ್ನು ಅರ್ಥ ಮಾಡಿಕೊಂಡರೆ ಜೀವನ ಸಾರ್ಥಕವಾಗುತ್ತದೆ ಎಂದರು. ದಾಸಕೂಟದ ಅಧ್ಯಕ್ಷ ಸತೀಶ್ ಉಪಾಧ್ಯಕ್ಷ ನೇತೃತ್ವದಲ್ಲಿ ಕಾರ್ಯಕ್ರಮ ನಡೆಯಿತು. ಕನ್ನಡ ಸಾಹಿತ್ಯ ಪರಿಷತ್ತಿನ ಪದಾಧಿಕಾರಿಗಳು ಹಾಗೂ ಸಾಹಿತ್ಯಾಸಕ್ತರು ಹಾಜರಿದ್ದರು. [1144, 1127, 1503, 1377]
compound-body: ಚಾಮರಾಜನಗರ: ಚಾಮರಾಜನಗರದ ಹೊಸ ಪ್ರಾದೇಶಿಕ ಸಾರಿಗೆ ಕಚೇರಿಯ ಸಮೀಪದ ಇರುವ ಮೆಟ್ರಿಕ್ ನಂತರದ ಬಾಲಕಿಯರ ವಿದ್ಯಾರ್ಥಿನಿಲಯದ ಸುತ್ತುಗೋಡೆ ನಿರ್ಮಾಣ ಕಾಮಗಾರಿಗೆ ಎಂಎಸ್‌ಐಎಲ್ ಅಧ್ಯಕ್ಷರು, ಶಾಸಕರಾದ ಸಿ.ಪುಟ್ಟರಂಗಶೆಟ್ಟಿ ಗುದ್ದಲಿಪೂಜೆ ನೆರವೇರಿಸಿದರು. ನಂತರ ಮಾತನಾಡಿ, ಉದ್ಘಾಟನಾ ಬಾಲಕಿಯರ ವಿದ್ಯಾರ್ಥಿನಿಲಯದ ಸುತ್ತುಗೋಡೆ ನಿರ್ಮಾಣಕ್ಕೆ ಅಲ್ಪಸಂಖ್ಯಾತರ ಕಲ್ಯಾಣ ಇಲಾಖೆಯಿಂದ 1.8 ಕೋಟಿ ರೂ. ಅನುದಾನ ಮಂಜೂರಾಗಿದೆ. ಗುತ್ತಿಗೆದಾರರು ನಿಗದಿತ ಅವಧಿಯಲ್ಲಿ ಕಾಮಗಾರಿ ಪೂರ್ಣಗೊಳಿಸಬೇಕು ಎಂದು ಸೂಚಿಸಿದರು. ಶಾಲೆಗಳಿಗೆ ಬೇಕಾದ ಮೂಲಸೌಕರ್ಯ ಒದಗಿಸಲು ತಾವು ಬದ್ಧರಾಗಿದ್ದು, ನನ್ನ ಪ್ರಥಮ ಆದ್ಯತೆ ಶಿಕ್ಷಣಕ್ಕೆ ಎಂದರು. ಚುಡಾ ಅಧ್ಯಕ್ಷ ಮಹಮದ್ ಅಸ್ಗರ್, ನಗರಸಭೆ ಮಾಜಿ ಸದಸ್ಯ ಆರ್.ಪಿ ಅಹಮದ್, ವಿನೋದ್, ಪ್ರವೀಣ್, ಸೇರಿದಂತೆ ಮುಖಂಡರು ಹಾಜರಿದ್ದರು. [681, 971, 1130, 1136]
lead-col2: ಕೆ.ಆರ್.ಪೇಟೆ: ಕರ್ನಾಟಕ ಬಂದ್‌ಗೆ ಯಾವುದೇ ಸಂಘ ಸಂಸ್ಥೆಗಳು ಬೆಂಬಲ ಸೂಚಿಸದ ಕಾರಣ ಎಂದಿನಂತೆ ಎಲ್ಲಾ ಅಂಗಡಿ ಮುಂಗಟ್ಟುಗಳು ತೆರೆದಿದ್ದು, ಕನ್ನಡಪರ ಹೋರಾಟಗಾರ ವಾಟಾಳ್ ನಾಗರಾಜ್ ನೇತೃತ್ವದಲ್ಲಿ ಕರೆ ನೀಡಿರುವ ಕರ್ನಾಟಕ ಬಂದ್‌ಗೆ, ಮಂಡ್ಯ ಜಿಲ್ಲೆಯ ಕೆ ಆರ್ ಪೇಟೆ ಪಟ್ಟಣದಲ್ಲಿ ನೀರಸ ಪ್ರತಿಕ್ರಿಯೆ ವ್ಯಕ್ತವಾಗಿದೆ. ಪಟ್ಟಣ ಜನರಿಗೆ ಯಾವುದೇ ಬಂದ್ ಬಿಸಿ ತಟ್ಟಲಿಲ್ಲ, ವಾಹನ ಸಂಚಾರ, ಜನರ ಓಡಾಟ ಹಾಗೂ ಆಟೋ [290, 530, 455, 742]
